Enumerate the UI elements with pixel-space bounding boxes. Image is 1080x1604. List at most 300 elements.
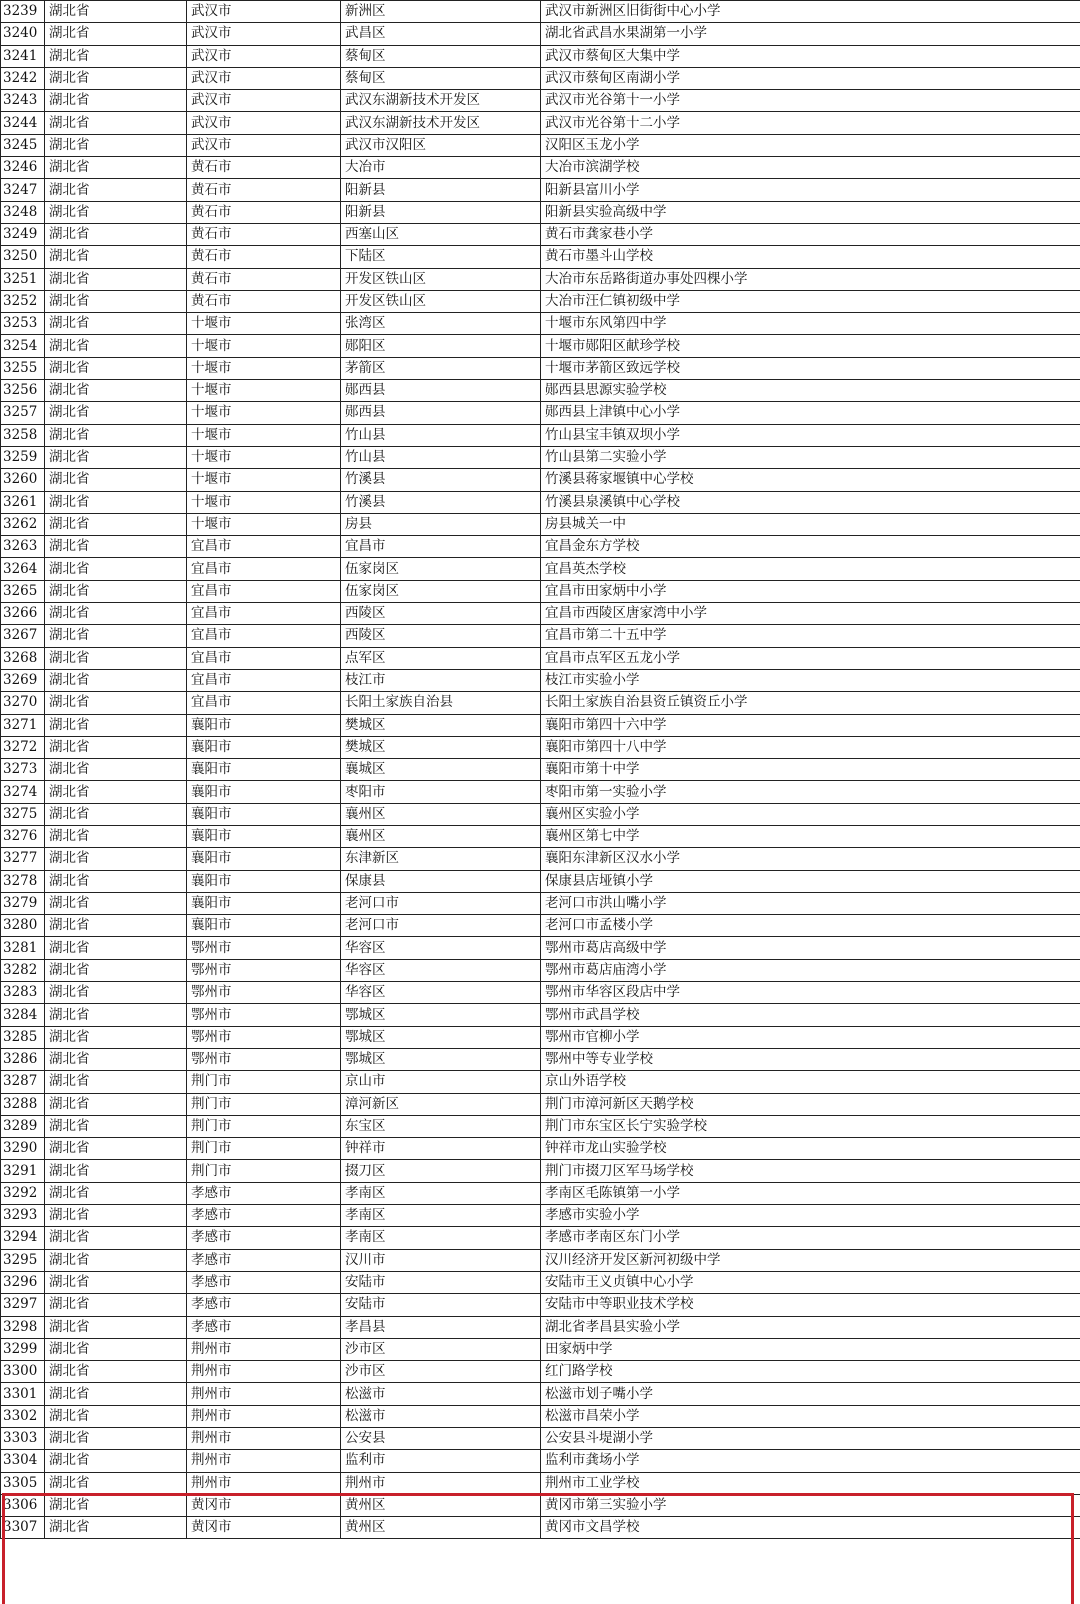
row-number-cell: 3301 — [1, 1383, 45, 1405]
district-cell: 点军区 — [341, 647, 541, 669]
province-cell: 湖北省 — [45, 1205, 187, 1227]
district-cell: 东宝区 — [341, 1115, 541, 1137]
table-row — [1, 1338, 1080, 1360]
district-cell: 京山市 — [341, 1071, 541, 1093]
district-cell: 保康县 — [341, 870, 541, 892]
school-name-cell: 红门路学校 — [541, 1361, 1080, 1383]
city-cell: 鄂州市 — [187, 959, 341, 981]
row-number-cell: 3290 — [1, 1138, 45, 1160]
table-row — [1, 313, 1080, 335]
school-name-cell: 枣阳市第一实验小学 — [541, 781, 1080, 803]
province-cell: 湖北省 — [45, 1494, 187, 1516]
row-number-cell: 3296 — [1, 1271, 45, 1293]
table-row — [1, 223, 1080, 245]
province-cell: 湖北省 — [45, 1383, 187, 1405]
school-name-cell: 阳新县实验高级中学 — [541, 201, 1080, 223]
row-number-cell: 3283 — [1, 982, 45, 1004]
school-name-cell: 房县城关一中 — [541, 513, 1080, 535]
district-cell: 蔡甸区 — [341, 67, 541, 89]
city-cell: 十堰市 — [187, 424, 341, 446]
table-row — [1, 982, 1080, 1004]
city-cell: 十堰市 — [187, 446, 341, 468]
city-cell: 荆州市 — [187, 1338, 341, 1360]
school-name-cell: 荆州市工业学校 — [541, 1472, 1080, 1494]
district-cell: 伍家岗区 — [341, 580, 541, 602]
district-cell: 阳新县 — [341, 201, 541, 223]
district-cell: 黄州区 — [341, 1517, 541, 1539]
row-number-cell: 3294 — [1, 1227, 45, 1249]
province-cell: 湖北省 — [45, 736, 187, 758]
row-number-cell: 3258 — [1, 424, 45, 446]
table-row — [1, 781, 1080, 803]
table-row — [1, 1494, 1080, 1516]
city-cell: 黄冈市 — [187, 1517, 341, 1539]
table-row — [1, 937, 1080, 959]
district-cell: 沙市区 — [341, 1338, 541, 1360]
school-name-cell: 老河口市洪山嘴小学 — [541, 892, 1080, 914]
city-cell: 宜昌市 — [187, 603, 341, 625]
school-name-cell: 十堰市东风第四中学 — [541, 313, 1080, 335]
district-cell: 孝南区 — [341, 1182, 541, 1204]
province-cell: 湖北省 — [45, 246, 187, 268]
province-cell: 湖北省 — [45, 469, 187, 491]
row-number-cell: 3291 — [1, 1160, 45, 1182]
district-cell: 下陆区 — [341, 246, 541, 268]
table-row — [1, 669, 1080, 691]
row-number-cell: 3254 — [1, 335, 45, 357]
district-cell: 松滋市 — [341, 1405, 541, 1427]
district-cell: 孝南区 — [341, 1205, 541, 1227]
school-name-cell: 武汉市蔡甸区南湖小学 — [541, 67, 1080, 89]
school-name-cell: 宜昌金东方学校 — [541, 536, 1080, 558]
row-number-cell: 3279 — [1, 892, 45, 914]
district-cell: 华容区 — [341, 959, 541, 981]
province-cell: 湖北省 — [45, 357, 187, 379]
school-name-cell: 竹溪县蒋家堰镇中心学校 — [541, 469, 1080, 491]
table-row — [1, 1316, 1080, 1338]
row-number-cell: 3287 — [1, 1071, 45, 1093]
school-name-cell: 鄂州市葛店庙湾小学 — [541, 959, 1080, 981]
district-cell: 房县 — [341, 513, 541, 535]
district-cell: 竹山县 — [341, 424, 541, 446]
school-name-cell: 宜昌英杰学校 — [541, 558, 1080, 580]
row-number-cell: 3274 — [1, 781, 45, 803]
city-cell: 鄂州市 — [187, 1048, 341, 1070]
table-row — [1, 67, 1080, 89]
row-number-cell: 3269 — [1, 669, 45, 691]
row-number-cell: 3297 — [1, 1294, 45, 1316]
city-cell: 襄阳市 — [187, 803, 341, 825]
province-cell: 湖北省 — [45, 1160, 187, 1182]
city-cell: 荆州市 — [187, 1472, 341, 1494]
city-cell: 黄石市 — [187, 268, 341, 290]
table-row — [1, 1093, 1080, 1115]
table-row — [1, 1405, 1080, 1427]
table-row — [1, 892, 1080, 914]
district-cell: 孝南区 — [341, 1227, 541, 1249]
city-cell: 孝感市 — [187, 1205, 341, 1227]
district-cell: 鄂城区 — [341, 1026, 541, 1048]
table-row — [1, 446, 1080, 468]
row-number-cell: 3281 — [1, 937, 45, 959]
district-cell: 黄州区 — [341, 1494, 541, 1516]
row-number-cell: 3240 — [1, 23, 45, 45]
province-cell: 湖北省 — [45, 1, 187, 23]
province-cell: 湖北省 — [45, 1048, 187, 1070]
school-name-cell: 枝江市实验小学 — [541, 669, 1080, 691]
table-row — [1, 1361, 1080, 1383]
school-name-cell: 襄阳东津新区汉水小学 — [541, 848, 1080, 870]
province-cell: 湖北省 — [45, 1071, 187, 1093]
table-row — [1, 335, 1080, 357]
school-name-cell: 襄阳市第四十八中学 — [541, 736, 1080, 758]
row-number-cell: 3275 — [1, 803, 45, 825]
district-cell: 襄州区 — [341, 825, 541, 847]
city-cell: 孝感市 — [187, 1294, 341, 1316]
province-cell: 湖北省 — [45, 1249, 187, 1271]
district-cell: 郧阳区 — [341, 335, 541, 357]
row-number-cell: 3285 — [1, 1026, 45, 1048]
row-number-cell: 3251 — [1, 268, 45, 290]
city-cell: 鄂州市 — [187, 1004, 341, 1026]
table-row — [1, 357, 1080, 379]
table-row — [1, 290, 1080, 312]
city-cell: 十堰市 — [187, 402, 341, 424]
district-cell: 襄州区 — [341, 803, 541, 825]
row-number-cell: 3289 — [1, 1115, 45, 1137]
school-name-cell: 襄阳市第四十六中学 — [541, 714, 1080, 736]
school-name-cell: 竹山县宝丰镇双坝小学 — [541, 424, 1080, 446]
district-cell: 掇刀区 — [341, 1160, 541, 1182]
city-cell: 宜昌市 — [187, 692, 341, 714]
province-cell: 湖北省 — [45, 1004, 187, 1026]
city-cell: 荆门市 — [187, 1115, 341, 1137]
school-name-cell: 襄州区实验小学 — [541, 803, 1080, 825]
row-number-cell: 3261 — [1, 491, 45, 513]
province-cell: 湖北省 — [45, 915, 187, 937]
city-cell: 孝感市 — [187, 1249, 341, 1271]
school-name-cell: 荆门市漳河新区天鹅学校 — [541, 1093, 1080, 1115]
school-name-cell: 孝南区毛陈镇第一小学 — [541, 1182, 1080, 1204]
province-cell: 湖北省 — [45, 536, 187, 558]
district-cell: 蔡甸区 — [341, 45, 541, 67]
city-cell: 襄阳市 — [187, 759, 341, 781]
district-cell: 西陵区 — [341, 603, 541, 625]
province-cell: 湖北省 — [45, 714, 187, 736]
row-number-cell: 3282 — [1, 959, 45, 981]
row-number-cell: 3241 — [1, 45, 45, 67]
school-name-cell: 十堰市茅箭区致远学校 — [541, 357, 1080, 379]
district-cell: 安陆市 — [341, 1271, 541, 1293]
school-name-cell: 荆门市掇刀区军马场学校 — [541, 1160, 1080, 1182]
table-row — [1, 1205, 1080, 1227]
school-name-cell: 竹山县第二实验小学 — [541, 446, 1080, 468]
city-cell: 鄂州市 — [187, 937, 341, 959]
table-row — [1, 469, 1080, 491]
district-cell: 郧西县 — [341, 402, 541, 424]
row-number-cell: 3257 — [1, 402, 45, 424]
province-cell: 湖北省 — [45, 558, 187, 580]
row-number-cell: 3292 — [1, 1182, 45, 1204]
row-number-cell: 3304 — [1, 1450, 45, 1472]
district-cell: 松滋市 — [341, 1383, 541, 1405]
city-cell: 襄阳市 — [187, 892, 341, 914]
table-row — [1, 1472, 1080, 1494]
city-cell: 黄石市 — [187, 290, 341, 312]
province-cell: 湖北省 — [45, 424, 187, 446]
table-row — [1, 134, 1080, 156]
district-cell: 安陆市 — [341, 1294, 541, 1316]
row-number-cell: 3243 — [1, 90, 45, 112]
table-row — [1, 112, 1080, 134]
row-number-cell: 3246 — [1, 157, 45, 179]
school-name-cell: 武汉市蔡甸区大集中学 — [541, 45, 1080, 67]
district-cell: 伍家岗区 — [341, 558, 541, 580]
school-name-cell: 汉阳区玉龙小学 — [541, 134, 1080, 156]
district-cell: 竹山县 — [341, 446, 541, 468]
province-cell: 湖北省 — [45, 1115, 187, 1137]
row-number-cell: 3303 — [1, 1428, 45, 1450]
row-number-cell: 3278 — [1, 870, 45, 892]
table-row — [1, 1294, 1080, 1316]
district-cell: 阳新县 — [341, 179, 541, 201]
table-row — [1, 714, 1080, 736]
school-name-cell: 田家炳中学 — [541, 1338, 1080, 1360]
table-row — [1, 848, 1080, 870]
table-row — [1, 692, 1080, 714]
school-name-cell: 宜昌市田家炳中小学 — [541, 580, 1080, 602]
school-name-cell: 郧西县上津镇中心小学 — [541, 402, 1080, 424]
district-cell: 西陵区 — [341, 625, 541, 647]
city-cell: 十堰市 — [187, 335, 341, 357]
table-row — [1, 513, 1080, 535]
school-name-cell: 黄石市墨斗山学校 — [541, 246, 1080, 268]
city-cell: 宜昌市 — [187, 580, 341, 602]
province-cell: 湖北省 — [45, 803, 187, 825]
school-name-cell: 宜昌市西陵区唐家湾中小学 — [541, 603, 1080, 625]
row-number-cell: 3242 — [1, 67, 45, 89]
province-cell: 湖北省 — [45, 1227, 187, 1249]
table-row — [1, 536, 1080, 558]
school-name-cell: 黄冈市第三实验小学 — [541, 1494, 1080, 1516]
school-name-cell: 松滋市划子嘴小学 — [541, 1383, 1080, 1405]
city-cell: 武汉市 — [187, 23, 341, 45]
province-cell: 湖北省 — [45, 625, 187, 647]
city-cell: 鄂州市 — [187, 1026, 341, 1048]
row-number-cell: 3280 — [1, 915, 45, 937]
table-row — [1, 402, 1080, 424]
city-cell: 宜昌市 — [187, 669, 341, 691]
province-cell: 湖北省 — [45, 67, 187, 89]
row-number-cell: 3266 — [1, 603, 45, 625]
table-row — [1, 1249, 1080, 1271]
district-cell: 襄城区 — [341, 759, 541, 781]
school-name-cell: 长阳土家族自治县资丘镇资丘小学 — [541, 692, 1080, 714]
row-number-cell: 3307 — [1, 1517, 45, 1539]
district-cell: 东津新区 — [341, 848, 541, 870]
city-cell: 黄石市 — [187, 201, 341, 223]
province-cell: 湖北省 — [45, 380, 187, 402]
row-number-cell: 3284 — [1, 1004, 45, 1026]
row-number-cell: 3300 — [1, 1361, 45, 1383]
table-row — [1, 959, 1080, 981]
table-row — [1, 736, 1080, 758]
city-cell: 黄石市 — [187, 179, 341, 201]
school-name-cell: 阳新县富川小学 — [541, 179, 1080, 201]
row-number-cell: 3286 — [1, 1048, 45, 1070]
table-row — [1, 45, 1080, 67]
table-row — [1, 803, 1080, 825]
table-row — [1, 246, 1080, 268]
district-cell: 枣阳市 — [341, 781, 541, 803]
province-cell: 湖北省 — [45, 1517, 187, 1539]
city-cell: 黄石市 — [187, 246, 341, 268]
province-cell: 湖北省 — [45, 1271, 187, 1293]
district-cell: 孝昌县 — [341, 1316, 541, 1338]
school-name-cell: 大冶市汪仁镇初级中学 — [541, 290, 1080, 312]
district-cell: 樊城区 — [341, 736, 541, 758]
city-cell: 荆州市 — [187, 1383, 341, 1405]
table-row — [1, 558, 1080, 580]
school-name-cell: 武汉市光谷第十一小学 — [541, 90, 1080, 112]
city-cell: 十堰市 — [187, 313, 341, 335]
table-row — [1, 825, 1080, 847]
school-name-cell: 大冶市滨湖学校 — [541, 157, 1080, 179]
province-cell: 湖北省 — [45, 1405, 187, 1427]
row-number-cell: 3271 — [1, 714, 45, 736]
city-cell: 襄阳市 — [187, 825, 341, 847]
school-name-cell: 鄂州市葛店高级中学 — [541, 937, 1080, 959]
province-cell: 湖北省 — [45, 692, 187, 714]
province-cell: 湖北省 — [45, 870, 187, 892]
row-number-cell: 3273 — [1, 759, 45, 781]
school-name-cell: 武汉市新洲区旧街街中心小学 — [541, 1, 1080, 23]
table-row — [1, 1517, 1080, 1539]
province-cell: 湖北省 — [45, 402, 187, 424]
table-row — [1, 1182, 1080, 1204]
row-number-cell: 3247 — [1, 179, 45, 201]
school-name-cell: 保康县店垭镇小学 — [541, 870, 1080, 892]
city-cell: 黄石市 — [187, 157, 341, 179]
district-cell: 公安县 — [341, 1428, 541, 1450]
city-cell: 武汉市 — [187, 1, 341, 23]
city-cell: 荆州市 — [187, 1450, 341, 1472]
row-number-cell: 3265 — [1, 580, 45, 602]
school-name-cell: 汉川经济开发区新河初级中学 — [541, 1249, 1080, 1271]
district-cell: 张湾区 — [341, 313, 541, 335]
school-name-cell: 孝感市实验小学 — [541, 1205, 1080, 1227]
table-body — [1, 1, 1080, 1539]
province-cell: 湖北省 — [45, 157, 187, 179]
school-name-cell: 襄阳市第十中学 — [541, 759, 1080, 781]
district-cell: 武汉东湖新技术开发区 — [341, 90, 541, 112]
row-number-cell: 3239 — [1, 1, 45, 23]
table-row — [1, 870, 1080, 892]
province-cell: 湖北省 — [45, 491, 187, 513]
row-number-cell: 3276 — [1, 825, 45, 847]
city-cell: 宜昌市 — [187, 536, 341, 558]
city-cell: 十堰市 — [187, 491, 341, 513]
school-name-cell: 鄂州市武昌学校 — [541, 1004, 1080, 1026]
city-cell: 荆门市 — [187, 1138, 341, 1160]
province-cell: 湖北省 — [45, 1338, 187, 1360]
province-cell: 湖北省 — [45, 201, 187, 223]
row-number-cell: 3245 — [1, 134, 45, 156]
city-cell: 荆州市 — [187, 1361, 341, 1383]
row-number-cell: 3298 — [1, 1316, 45, 1338]
province-cell: 湖北省 — [45, 603, 187, 625]
table-row — [1, 1160, 1080, 1182]
school-name-cell: 武汉市光谷第十二小学 — [541, 112, 1080, 134]
province-cell: 湖北省 — [45, 959, 187, 981]
city-cell: 荆州市 — [187, 1428, 341, 1450]
province-cell: 湖北省 — [45, 23, 187, 45]
province-cell: 湖北省 — [45, 290, 187, 312]
city-cell: 宜昌市 — [187, 558, 341, 580]
city-cell: 荆门市 — [187, 1071, 341, 1093]
row-number-cell: 3260 — [1, 469, 45, 491]
province-cell: 湖北省 — [45, 335, 187, 357]
table-row — [1, 90, 1080, 112]
province-cell: 湖北省 — [45, 759, 187, 781]
table-row — [1, 1048, 1080, 1070]
row-number-cell: 3270 — [1, 692, 45, 714]
district-cell: 华容区 — [341, 937, 541, 959]
province-cell: 湖北省 — [45, 781, 187, 803]
row-number-cell: 3288 — [1, 1093, 45, 1115]
city-cell: 孝感市 — [187, 1182, 341, 1204]
city-cell: 十堰市 — [187, 469, 341, 491]
school-name-cell: 鄂州市官柳小学 — [541, 1026, 1080, 1048]
school-name-cell: 京山外语学校 — [541, 1071, 1080, 1093]
district-cell: 樊城区 — [341, 714, 541, 736]
province-cell: 湖北省 — [45, 1316, 187, 1338]
district-cell: 武昌区 — [341, 23, 541, 45]
school-name-cell: 黄冈市文昌学校 — [541, 1517, 1080, 1539]
school-name-cell: 襄州区第七中学 — [541, 825, 1080, 847]
district-cell: 鄂城区 — [341, 1004, 541, 1026]
city-cell: 武汉市 — [187, 112, 341, 134]
table-row — [1, 1450, 1080, 1472]
district-cell: 钟祥市 — [341, 1138, 541, 1160]
table-row — [1, 1026, 1080, 1048]
table-row — [1, 380, 1080, 402]
province-cell: 湖北省 — [45, 45, 187, 67]
province-cell: 湖北省 — [45, 848, 187, 870]
row-number-cell: 3305 — [1, 1472, 45, 1494]
city-cell: 十堰市 — [187, 357, 341, 379]
row-number-cell: 3306 — [1, 1494, 45, 1516]
district-cell: 武汉东湖新技术开发区 — [341, 112, 541, 134]
city-cell: 孝感市 — [187, 1271, 341, 1293]
school-name-cell: 十堰市郧阳区献珍学校 — [541, 335, 1080, 357]
district-cell: 武汉市汉阳区 — [341, 134, 541, 156]
province-cell: 湖北省 — [45, 112, 187, 134]
school-name-cell: 郧西县思源实验学校 — [541, 380, 1080, 402]
row-number-cell: 3295 — [1, 1249, 45, 1271]
province-cell: 湖北省 — [45, 313, 187, 335]
school-name-cell: 荆门市东宝区长宁实验学校 — [541, 1115, 1080, 1137]
school-name-cell: 鄂州中等专业学校 — [541, 1048, 1080, 1070]
district-cell: 枝江市 — [341, 669, 541, 691]
row-number-cell: 3253 — [1, 313, 45, 335]
province-cell: 湖北省 — [45, 825, 187, 847]
city-cell: 襄阳市 — [187, 870, 341, 892]
province-cell: 湖北省 — [45, 982, 187, 1004]
city-cell: 武汉市 — [187, 134, 341, 156]
district-cell: 荆州市 — [341, 1472, 541, 1494]
province-cell: 湖北省 — [45, 90, 187, 112]
